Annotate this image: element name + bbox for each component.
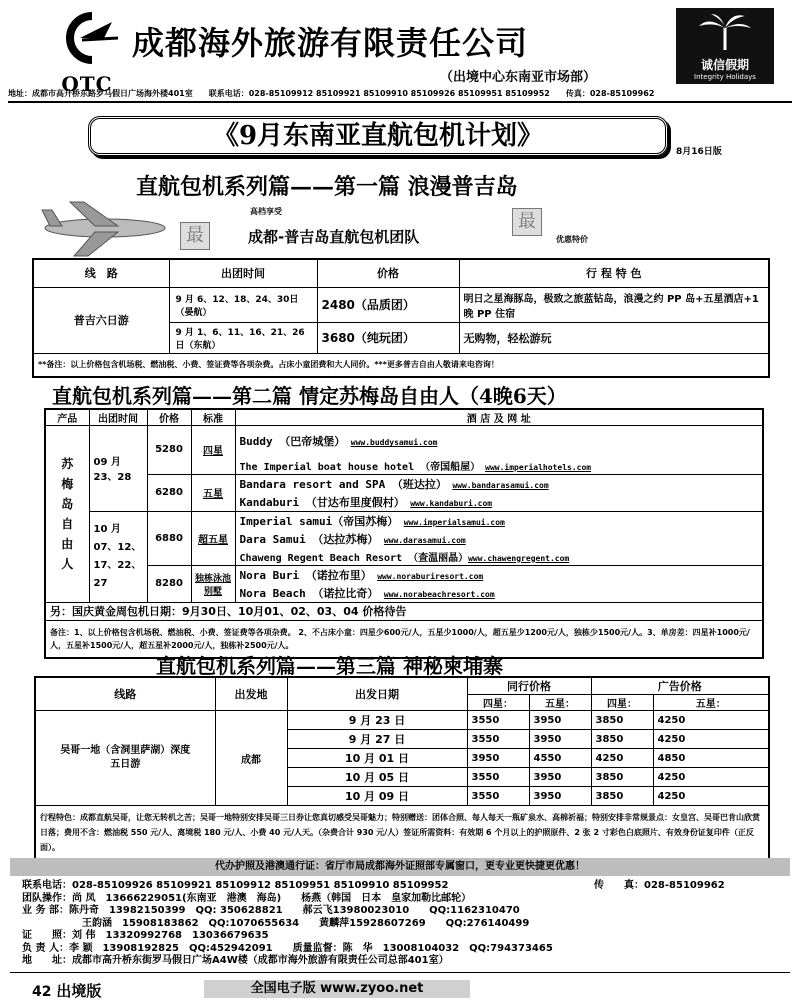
phuket-table	[32, 258, 770, 378]
cambodia-table	[34, 676, 770, 861]
hotel-name: Imperial samui（帝国苏梅）	[239, 514, 393, 528]
palm-icon	[695, 12, 755, 52]
section3-title: 直航包机系列篇——第三篇 神秘柬埔寨	[156, 654, 503, 678]
price-cell: 3680（纯玩团）	[317, 322, 459, 353]
dates-cell: 10 月 07、12、17、22、27	[89, 511, 147, 602]
hotel-row	[235, 493, 763, 512]
hotel-row	[235, 426, 763, 457]
lead-label: 负 责 人：	[22, 942, 69, 954]
section1-title: 直航包机系列篇——第一篇 浪漫普吉岛	[136, 174, 518, 200]
hotel-name: Buddy （巴帝城堡）	[239, 435, 340, 449]
hotel-row	[235, 548, 763, 566]
hotel-link[interactable]: www.darasamui.com	[383, 535, 466, 545]
standard-cell: 四星	[191, 426, 235, 475]
hotel-name: Nora Buri （诺拉布里）	[239, 568, 367, 582]
badge-right: 最	[512, 208, 542, 236]
date-cell: 10 月 05 日	[287, 768, 467, 787]
banner-title: 《9月东南亚直航包机计划》	[212, 121, 544, 151]
col-standard: 标准	[191, 409, 235, 426]
price-cell: 3550	[467, 711, 529, 730]
col-5star: 五星：	[529, 695, 591, 711]
hotel-row	[235, 565, 763, 584]
price-cell: 2480（品质团）	[317, 287, 459, 322]
standard-cell: 超五星	[191, 511, 235, 565]
feature-cell: 明日之星海豚岛，极致之旅蓝钻岛，浪漫之约 PP 岛+五星酒店+1 晚 PP 住宿	[459, 287, 769, 322]
col-route: 线路	[35, 677, 215, 711]
price-cell: 3950	[529, 711, 591, 730]
samui-note: 备注：1、以上价格包含机场税、燃油税、小费、签证费等各项杂费。 2、不占床小童：四星少600元/人，五星少1000/人，超五星少1200元/人，独栋少1500元/人。3、单房差：四星补1000元/人，五星补1500元/人，超五星补2000元/人，独栋补2500元/人。	[45, 620, 763, 658]
col-dates: 出团时间	[89, 409, 147, 426]
cert-info: 刘 伟 13320992768 13036679635	[72, 930, 269, 941]
hotel-link[interactable]: www.chawengregent.com	[468, 553, 570, 563]
price-cell: 3850	[591, 768, 653, 787]
otc-logo-icon	[52, 8, 122, 68]
hotel-row	[235, 530, 763, 548]
price-cell: 4250	[653, 768, 769, 787]
price-cell: 3950	[467, 749, 529, 768]
date-cell: 9 月 27 日	[287, 730, 467, 749]
company-name: 成都海外旅游有限责任公司	[132, 24, 529, 62]
origin-cell: 成都	[215, 711, 287, 806]
page-footer	[32, 980, 101, 1000]
hotel-link[interactable]: www.noraburiresort.com	[377, 571, 484, 581]
price-cell: 3850	[591, 711, 653, 730]
hotel-name: Dara Samui （达拉苏梅）	[239, 532, 373, 546]
cambodia-note: 行程特色：成都直航吴哥，让您无转机之苦；吴哥一地特别安排吴哥三日券让您真切感受吴哥魅力；特别赠送：团体合照、每人每天一瓶矿泉水、高棉祈福；特别安排非常规景点：女皇宫、吴哥巴肯山欣赏日落；费用不含：燃油税 550 元/人、离境税 180 元/人、小费 40 元/人天。（杂费合计 930 元/人）签证所需资料：有效期 6 个月以上的护照原件、2 张 2 寸彩色白底照片、有效身份证复印件（正反面）。	[35, 806, 769, 860]
col-price: 价格	[317, 259, 459, 287]
hotel-link[interactable]: www.norabeachresort.com	[383, 589, 495, 599]
dates-cell: 9 月 6、12、18、24、30日（晏航）	[169, 287, 317, 322]
lead-info: 李 颖 13908192825 QQ:452942091 质量监督：陈 华 13008104032 QQ:794373465	[68, 942, 553, 954]
badge-left: 最	[180, 222, 210, 250]
header-divider	[8, 101, 792, 103]
hotel-link[interactable]: www.kandaburi.com	[410, 498, 493, 508]
hotel-row	[235, 457, 763, 475]
edition-date: 8月16日版	[676, 147, 722, 157]
col-ad-price: 广告价格	[591, 677, 769, 695]
date-cell: 10 月 09 日	[287, 787, 467, 806]
price-cell: 4250	[653, 711, 769, 730]
col-dates: 出团时间	[169, 259, 317, 287]
airplane-icon	[40, 198, 170, 258]
banner-box	[88, 116, 668, 156]
biz-info: 王韵涵 15908183862 QQ:1070655634 黄麟萍15928607269 QQ:276140499	[82, 917, 530, 929]
hotel-name: Kandaburi （甘达布里度假村）	[239, 495, 400, 509]
route-cell: 普吉六日游	[33, 287, 169, 353]
col-product: 产品	[45, 409, 89, 426]
promo-main: 成都-普吉岛直航包机团队	[248, 228, 420, 246]
col-feature: 行 程 特 色	[459, 259, 769, 287]
col-price: 价格	[147, 409, 191, 426]
col-trade-price: 同行价格	[467, 677, 591, 695]
biz-row	[22, 905, 792, 918]
footer-strip-text: 代办护照及港澳通行证：省厅市局成都海外证照部专属窗口，更专业更快捷更优惠！	[215, 861, 585, 872]
price-cell: 4250	[653, 730, 769, 749]
price-cell: 3550	[467, 730, 529, 749]
route-cell: 吴哥一地（含洞里萨湖）深度五日游	[35, 711, 215, 806]
price-cell: 8280	[147, 565, 191, 602]
biz-info: 陈丹奇 13982150399 QQ: 350628821 郝云飞13980023010 QQ:1162310470	[68, 905, 520, 916]
hotel-link[interactable]: www.buddysamui.com	[350, 438, 438, 448]
fax-number: 028-85109962	[644, 880, 725, 891]
hotel-name: Chaweng Regent Beach Resort （查温丽晶）	[239, 552, 469, 564]
ops-row	[22, 893, 792, 906]
price-cell: 3950	[529, 787, 591, 806]
hotel-link[interactable]: www.imperialhotels.com	[485, 462, 592, 472]
hotel-row	[235, 511, 763, 530]
phuket-note: **备注：以上价格包含机场税、燃油税、小费、签证费等各项杂费。占床小童团费和大人同价。***更多普吉自由人敬请来电咨询！	[33, 353, 769, 377]
section2-title: 直航包机系列篇——第二篇 情定苏梅岛自由人（4晚6天）	[52, 384, 567, 408]
col-hotel: 酒 店 及 网 址	[235, 409, 763, 426]
hotel-name: Bandara resort and SPA （班达拉）	[239, 477, 442, 491]
brand-logo	[676, 8, 774, 84]
hotel-name: The Imperial boat house hotel （帝国船屋）	[239, 461, 476, 473]
price-cell: 5280	[147, 426, 191, 475]
hotel-row	[235, 474, 763, 493]
date-cell: 10 月 01 日	[287, 749, 467, 768]
brand-text: 诚信假期	[700, 58, 749, 72]
dates-cell: 9 月 1、6、11、16、21、26 日（东航）	[169, 322, 317, 353]
addr-label: 地 址：	[22, 955, 72, 966]
col-4star: 四星：	[591, 695, 653, 711]
col-route: 线 路	[33, 259, 169, 287]
price-cell: 3550	[467, 787, 529, 806]
ops-info: 尚 凤 13666229051(东南亚 港澳 海岛) 杨燕（韩国 日本 皇家加勒比邮轮）	[72, 892, 472, 904]
hotel-link[interactable]: www.bandarasamui.com	[452, 480, 549, 490]
ops-label: 团队操作：	[22, 892, 72, 904]
addr-info: 成都市高升桥东街罗马假日广场A4W楼（成都市海外旅游有限责任公司总部401室）	[72, 955, 449, 966]
airplane-graphic	[40, 198, 170, 258]
contact-phones: 028-85109926 85109921 85109912 85109951 85109910 85109952	[72, 880, 449, 891]
price-cell: 3550	[467, 768, 529, 787]
contact-block	[22, 880, 792, 968]
promo-top: 高档享受	[250, 207, 282, 216]
brand-subtext: Integrity Holidays	[694, 73, 756, 81]
contact-label: 联系电话：	[22, 880, 72, 891]
price-cell: 4250	[591, 749, 653, 768]
otc-logo	[52, 8, 122, 96]
dates-cell: 09 月 23、28	[89, 426, 147, 512]
price-cell: 3950	[529, 730, 591, 749]
price-cell: 3850	[591, 730, 653, 749]
cert-label: 证 照：	[22, 930, 72, 941]
col-4star: 四星：	[467, 695, 529, 711]
fax-label: 传 真：	[594, 880, 644, 891]
fax-group	[594, 880, 725, 893]
standard-cell: 独栋泳池别墅	[191, 565, 235, 602]
page-number: 42	[32, 984, 52, 1000]
cert-row	[22, 930, 792, 943]
price-cell: 4550	[529, 749, 591, 768]
logo-text: OTC	[61, 72, 113, 96]
standard-cell: 五星	[191, 474, 235, 511]
footer-divider	[10, 972, 790, 973]
col-5star: 五星：	[653, 695, 769, 711]
price-cell: 4250	[653, 787, 769, 806]
publication-name: 出境版	[56, 982, 102, 1000]
addr-row	[22, 955, 792, 968]
contact-row	[22, 880, 792, 893]
feature-cell: 无购物，轻松游玩	[459, 322, 769, 353]
hotel-row	[235, 584, 763, 603]
biz-row	[22, 918, 792, 931]
footer-strip	[10, 858, 790, 876]
biz-label: 业 务 部：	[22, 905, 69, 916]
product-cell: 苏梅岛自由人	[45, 426, 89, 603]
hotel-link[interactable]: www.imperialsamui.com	[403, 517, 505, 527]
date-cell: 9 月 23 日	[287, 711, 467, 730]
national-day-note: 另：国庆黄金周包机日期：9月30日、10月01、02、03、04 价格待告	[45, 602, 763, 620]
lead-row	[22, 943, 792, 956]
address-line: 地址：成都市高升桥东路罗马假日广场海外楼401室 联系电话：028-85109912 85109921 85109910 85109926 85109951 85109952 传真：028-85109962	[8, 89, 655, 98]
promo-right: 优惠特价	[556, 235, 588, 244]
col-date: 出发日期	[287, 677, 467, 711]
price-cell: 3850	[591, 787, 653, 806]
site-link[interactable]: 全国电子版 www.zyoo.net	[204, 980, 470, 998]
samui-table	[44, 408, 764, 659]
price-cell: 3950	[529, 768, 591, 787]
price-cell: 4850	[653, 749, 769, 768]
col-origin: 出发地	[215, 677, 287, 711]
price-cell: 6880	[147, 511, 191, 565]
hotel-name: Nora Beach （诺拉比奇）	[239, 586, 373, 600]
department: （出境中心东南亚市场部）	[440, 70, 597, 85]
price-cell: 6280	[147, 474, 191, 511]
